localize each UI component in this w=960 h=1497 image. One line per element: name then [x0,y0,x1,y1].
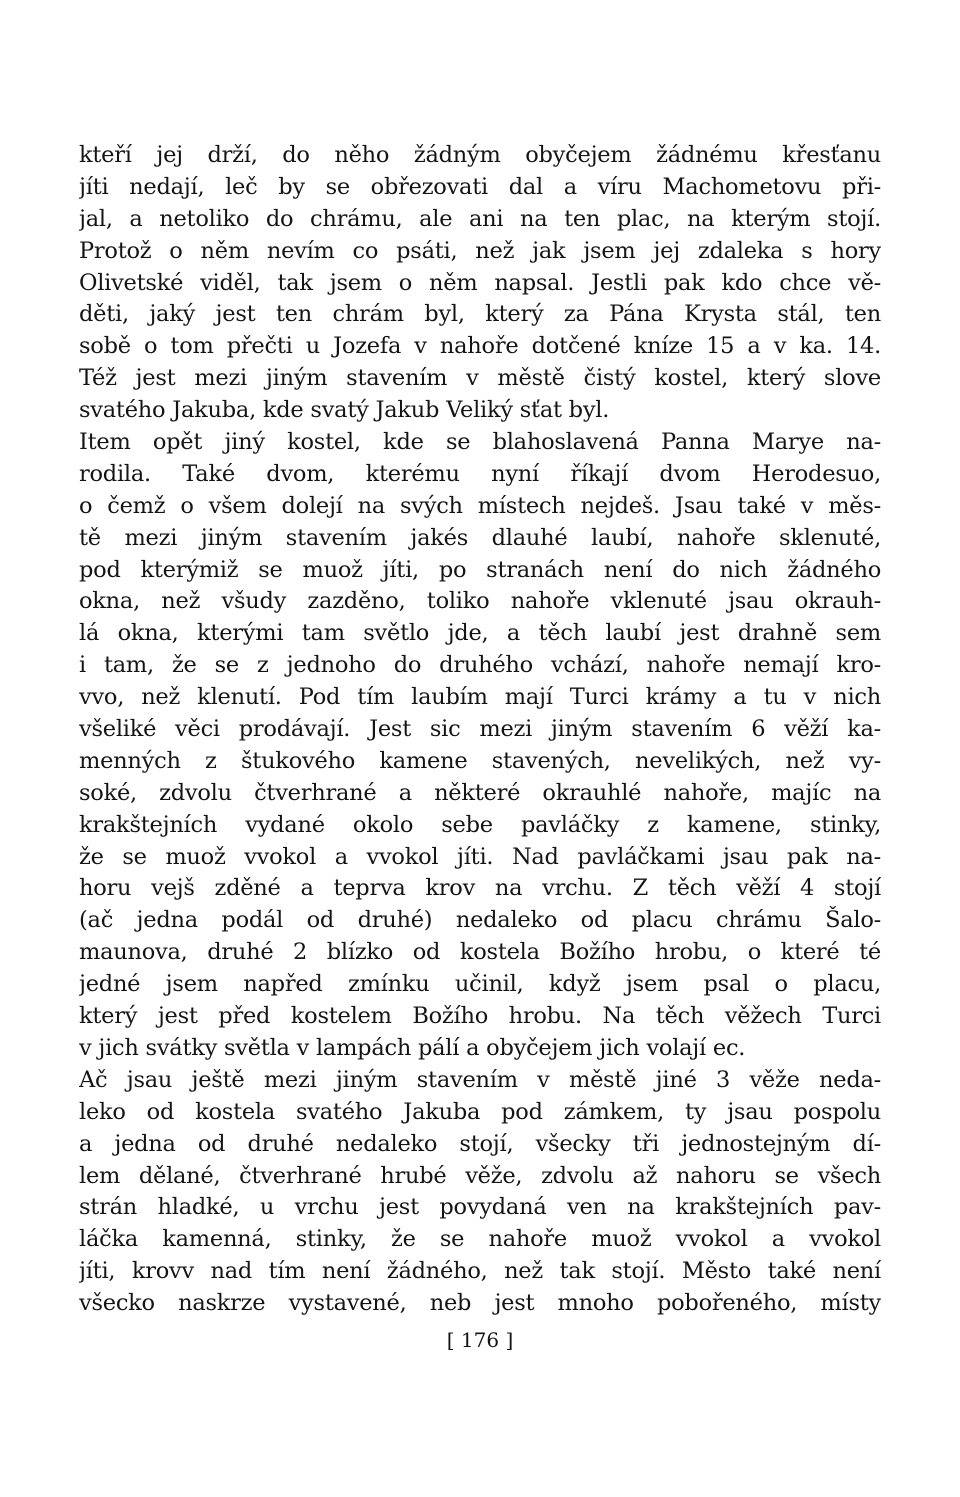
text-line: kteří jej drží, do něho žádným obyčejem žádnému křesťanu [79,142,881,168]
text-line: všeliké věci prodávají. Jest sic mezi jiným stavením 6 věží ka- [79,716,881,743]
text-line: Též jest mezi jiným stavením v městě čistý kostel, který slove [79,365,881,392]
text-line: lem dělané, čtverhrané hrubé věže, zdvolu až nahoru se všech [79,1162,881,1189]
text-line: jal, a netoliko do chrámu, ale ani na ten plac, na kterým stojí. [79,205,881,232]
text-line: Olivetské viděl, tak jsem o něm napsal. Jestli pak kdo chce vě- [79,269,881,296]
text-line: děti, jaký jest ten chrám byl, který za Pána Krysta stál, ten [79,301,881,328]
text-line: strán hladké, u vrchu jest povydaná ven na krakštejních pav- [79,1194,881,1221]
text-line: jíti, krovv nad tím není žádného, než tak stojí. Město také není [79,1258,881,1285]
text-line: Ač jsau ještě mezi jiným stavením v městě jiné 3 věže neda- [79,1066,881,1093]
text-line: lá okna, kterými tam světlo jde, a těch laubí jest drahně sem [79,620,881,647]
text-line: Protož o něm nevím co psáti, než jak jsem jej zdaleka s hory [79,237,881,264]
text-line: krakštejních vydané okolo sebe pavláčky z kamene, stinky, [79,811,881,838]
text-line: a jedna od druhé nedaleko stojí, všecky tři jednostejným dí- [79,1130,881,1157]
text-line: jedné jsem napřed zmínku učinil, když jsem psal o placu, [79,971,881,998]
text-line: horu vejš zděné a teprva krov na vrchu. Z těch věží 4 stojí [79,875,881,902]
page-number: [ 176 ] [446,1328,514,1352]
text-line: svatého Jakuba, kde svatý Jakub Veliký sťat byl. [79,397,610,424]
text-line: vvo, než klenutí. Pod tím laubím mají Turci krámy a tu v nich [79,684,881,711]
text-line: maunova, druhé 2 blízko od kostela Božího hrobu, o které té [79,939,881,966]
text-line: láčka kamenná, stinky, že se nahoře muož vvokol a vvokol [79,1226,881,1253]
text-line: všecko naskrze vystavené, neb jest mnoho pobořeného, místy [79,1290,881,1317]
text-line: který jest před kostelem Božího hrobu. Na těch věžech Turci [79,1003,881,1030]
text-line: okna, než všudy zazděno, toliko nahoře vklenuté jsau okrauh- [79,588,881,615]
text-line: Item opět jiný kostel, kde se blahoslavená Panna Marye na- [79,429,881,456]
text-line: sobě o tom přečti u Jozefa v nahoře dotčené kníze 15 a v ka. 14. [79,333,881,360]
body-text [79,140,881,1320]
text-line: pod kterýmiž se muož jíti, po stranách není do nich žádného [79,556,881,583]
text-line: leko od kostela svatého Jakuba pod zámkem, ty jsau pospolu [79,1098,881,1125]
text-line: o čemž o všem dolejí na svých místech nejdeš. Jsau také v měs- [79,492,881,519]
text-line: že se muož vvokol a vvokol jíti. Nad pavláčkami jsau pak na- [79,843,881,870]
text-line: menných z štukového kamene stavených, nevelikých, než vy- [79,747,881,774]
text-line: soké, zdvolu čtverhrané a některé okrauhlé nahoře, majíc na [79,779,881,806]
text-line: jíti nedají, leč by se obřezovati dal a víru Machometovu při- [79,173,881,200]
text-line: rodila. Také dvom, kterému nyní říkají dvom Herodesuo, [79,460,881,487]
text-line: tě mezi jiným stavením jakés dlauhé laubí, nahoře sklenuté, [79,524,881,551]
text-line: (ač jedna podál od druhé) nedaleko od placu chrámu Šalo- [79,907,881,934]
text-line: i tam, že se z jednoho do druhého vchází, nahoře nemají kro- [79,652,881,679]
text-line: v jich svátky světla v lampách pálí a obyčejem jich volají ec. [79,1034,746,1061]
